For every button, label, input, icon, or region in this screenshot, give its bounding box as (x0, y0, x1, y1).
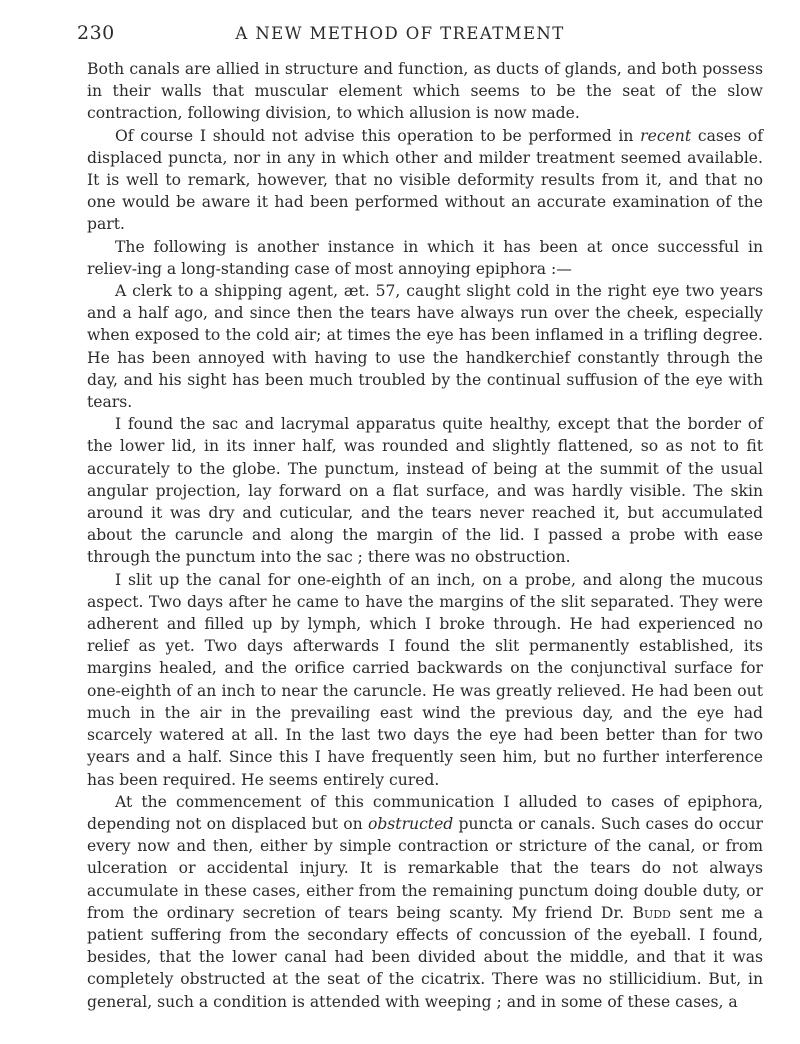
emphasis-recent: recent (640, 126, 692, 145)
paragraph-7-text-a: At the commencement of this communication I alluded to cases of epiphora, depending not on displaced but on (87, 792, 763, 833)
paragraph-7 (87, 791, 763, 1013)
paragraph-7-text-c: sent me a patient suffering from the secondary effects of concussion of the eyeball. I found, besides, that the lower canal had been divided about the middle, and that it was completely obstructed at the seat of the cicatrix. There was no stillicidium. But, in general, such a condition is attended with weeping ; and in some of these cases, a (87, 903, 763, 1011)
paragraph-3: The following is another instance in which it has been at once successful in reliev-ing a long-standing case of most annoying epiphora :— (87, 237, 763, 278)
paragraph-6: I slit up the canal for one-eighth of an inch, on a probe, and along the mucous aspect. Two days after he came to have the margins of the slit separated. They were adherent and filled up by lymph, which I broke through. He had experienced no relief as yet. Two days afterwards I found the slit permanently established, its margins healed, and the orifice carried backwards on the conjunctival surface for one-eighth of an inch to near the caruncle. He was greatly relieved. He had been out much in the air in the prevailing east wind the previous day, and the eye had scarcely watered at all. In the last two days the eye had been better than for two years and a half. Since this I have frequently seen him, but no further interference has been required. He seems entirely cured. (87, 570, 763, 789)
emphasis-obstructed: obstructed (367, 814, 454, 833)
paragraph-7-text-b: puncta or canals. Such cases do occur every now and then, either by simple contraction or stricture of the canal, or from ulceration or accidental injury. It is remarkable that the tears do not always accumulate in these cases, either from the remaining punctum doing double duty, or from the ordinary secretion of tears being scanty. My friend Dr. (87, 814, 763, 922)
paragraph-2-text-a: Of course I should not advise this operation to be performed in (115, 126, 641, 145)
paragraph-2 (87, 125, 763, 236)
paragraph-2-text-b: cases of displaced puncta, nor in any in which other and milder treatment seemed available. It is well to remark, however, that no visible deformity results from it, and that no one would be aware it had been performed without an accurate examination of the part. (87, 126, 763, 234)
page-number: 230 (77, 22, 115, 44)
body-text (87, 58, 763, 1013)
paragraph-4: A clerk to a shipping agent, æt. 57, caught slight cold in the right eye two years and a half ago, and since then the tears have always run over the cheek, especially when exposed to the cold air; at times the eye has been inflamed in a trifling degree. He has been annoyed with having to use the handkerchief constantly through the day, and his sight has been much troubled by the continual suffusion of the eye with tears. (87, 282, 763, 412)
paragraph-1: Both canals are allied in structure and function, as ducts of glands, and both possess in their walls that muscular element which seems to be the seat of the slow contraction, following division, to which allusion is now made. (87, 60, 763, 123)
running-head: A NEW METHOD OF TREATMENT (235, 24, 565, 43)
paragraph-5: I found the sac and lacrymal apparatus quite healthy, except that the border of the lower lid, in its inner half, was rounded and slightly flattened, so as not to fit accurately to the globe. The punctum, instead of being at the summit of the usual angular projection, lay forward on a flat surface, and was hardly visible. The skin around it was dry and cuticular, and the tears never reached it, but accumulated about the caruncle and along the margin of the lid. I passed a probe with ease through the punctum into the sac ; there was no obstruction. (87, 415, 763, 567)
name-budd: Budd (632, 903, 671, 922)
